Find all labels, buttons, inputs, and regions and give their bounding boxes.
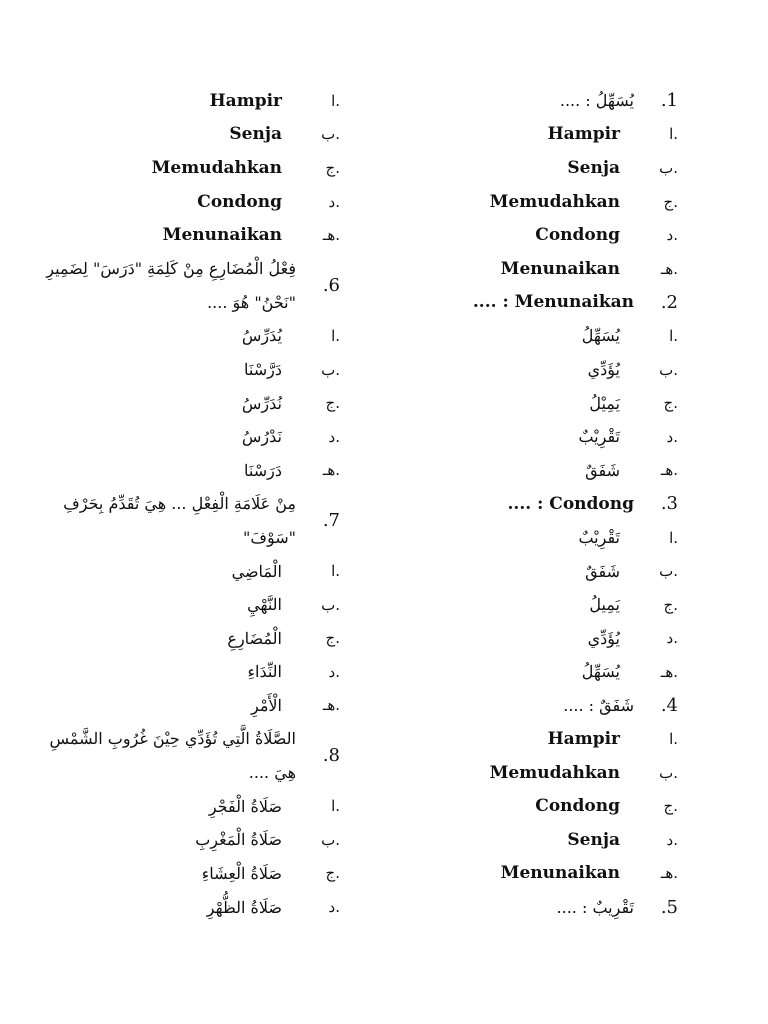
option-marker: .ب	[321, 830, 340, 849]
option-text: Menunaikan	[500, 258, 620, 279]
option-marker: .ج	[325, 864, 340, 883]
option-text: نَدْرُسُ	[241, 427, 282, 447]
option-marker: .هـ	[660, 662, 678, 681]
question-number: 2.	[660, 291, 678, 313]
option-row[interactable]	[40, 857, 340, 891]
option-text: الْمَاضِي	[231, 561, 282, 581]
question-number: 5.	[660, 896, 678, 918]
option-text: يُدَرِّسُ	[241, 326, 282, 346]
option-text: النِّدَاءِ	[247, 662, 282, 682]
option-row[interactable]	[378, 185, 678, 219]
option-row[interactable]	[378, 554, 678, 588]
option-row[interactable]	[378, 588, 678, 622]
option-row[interactable]	[378, 454, 678, 488]
option-row[interactable]	[40, 185, 340, 219]
option-marker: .د	[328, 662, 340, 681]
option-marker: .ا	[669, 528, 678, 547]
option-row[interactable]	[40, 789, 340, 823]
option-row[interactable]	[40, 622, 340, 656]
option-row[interactable]	[378, 823, 678, 857]
option-row[interactable]	[40, 218, 340, 252]
question-text: تَقْرِيبٌ : ....	[556, 897, 634, 917]
option-text: دَرَّسْنَا	[244, 360, 282, 380]
question-row	[378, 487, 678, 521]
option-marker: .ا	[669, 730, 678, 749]
option-row[interactable]	[40, 890, 340, 924]
question-text: فِعْلُ الْمُضَارِعِ مِنْ كَلِمَةِ "دَرَسَ" لِضَمِيرِ "نَحْنُ" هُوَ ....	[46, 258, 296, 312]
option-marker: .ب	[659, 158, 678, 177]
option-marker: .ج	[663, 394, 678, 413]
option-marker: .د	[328, 427, 340, 446]
option-marker: .هـ	[322, 696, 340, 715]
question-number: 1.	[660, 90, 678, 112]
question-text: مِنْ عَلَامَةِ الْفِعْلِ ... هِيَ تُقَدِّمُ بِحَرْفِ "سَوْفَ"	[63, 494, 296, 547]
option-text: Hampir	[547, 124, 620, 145]
option-marker: .ج	[663, 797, 678, 816]
option-text: Memudahkan	[489, 762, 620, 783]
option-row[interactable]	[40, 454, 340, 488]
option-marker: .ج	[325, 394, 340, 413]
question-row	[378, 286, 678, 320]
question-number: 3.	[660, 493, 678, 515]
option-text: تَقْرِيْبٌ	[578, 427, 620, 447]
option-marker: .ب	[659, 562, 678, 581]
question-text: Menunaikan : ....	[472, 292, 634, 313]
option-text: يُسَهِّلُ	[581, 662, 620, 682]
option-marker: .ج	[325, 629, 340, 648]
option-marker: .ا	[331, 562, 340, 581]
option-text: يُؤَدِّي	[587, 360, 620, 380]
option-row[interactable]	[378, 353, 678, 387]
option-marker: .د	[328, 192, 340, 211]
option-marker: .د	[666, 226, 678, 245]
option-marker: .د	[328, 898, 340, 917]
question-text: شَفَقٌ : ....	[563, 695, 634, 715]
option-marker: .ا	[669, 326, 678, 345]
option-text: Senja	[567, 829, 620, 850]
question-text: يُسَهِّلُ : ....	[559, 91, 634, 111]
option-text: نُدَرِّسُ	[241, 393, 282, 413]
option-text: صَلَاةُ الْفَجْرِ	[208, 796, 282, 816]
option-marker: .د	[666, 427, 678, 446]
option-row[interactable]	[378, 789, 678, 823]
option-row[interactable]	[378, 622, 678, 656]
option-marker: .د	[666, 830, 678, 849]
option-row[interactable]	[378, 722, 678, 756]
question-row	[40, 487, 340, 554]
option-row[interactable]	[378, 420, 678, 454]
option-marker: .ج	[325, 158, 340, 177]
option-row[interactable]	[40, 689, 340, 723]
option-text: Senja	[567, 157, 620, 178]
option-row[interactable]	[378, 756, 678, 790]
option-marker: .هـ	[660, 864, 678, 883]
option-marker: .هـ	[322, 461, 340, 480]
question-number: 7.	[322, 509, 340, 531]
option-row[interactable]	[40, 588, 340, 622]
right-column	[378, 84, 678, 924]
option-marker: .هـ	[660, 259, 678, 278]
option-text: Memudahkan	[489, 191, 620, 212]
option-text: يُؤَدِّي	[587, 628, 620, 648]
option-marker: .ا	[669, 125, 678, 144]
option-marker: .د	[666, 629, 678, 648]
option-row[interactable]	[378, 151, 678, 185]
question-row	[378, 890, 678, 924]
option-text: يَمِيْلُ	[589, 393, 620, 413]
option-text: صَلَاةُ الظُّهْرِ	[206, 897, 282, 917]
option-text: Senja	[229, 124, 282, 145]
option-text: الْمُضَارِعِ	[227, 628, 282, 648]
question-text: Condong : ....	[507, 493, 634, 514]
option-text: تَقْرِيْبٌ	[578, 528, 620, 548]
option-row[interactable]	[378, 857, 678, 891]
option-marker: .هـ	[660, 461, 678, 480]
option-text: صَلَاةُ الْمَغْرِبِ	[195, 830, 282, 850]
option-text: Condong	[535, 796, 620, 817]
option-text: يَمِيلُ	[589, 595, 620, 615]
option-row[interactable]	[40, 823, 340, 857]
option-marker: .ب	[659, 360, 678, 379]
option-text: Condong	[197, 191, 282, 212]
option-row[interactable]	[40, 655, 340, 689]
option-marker: .ب	[321, 595, 340, 614]
option-text: Hampir	[209, 90, 282, 111]
option-text: النَّهْيِ	[247, 595, 282, 615]
option-row[interactable]	[40, 420, 340, 454]
option-text: Memudahkan	[151, 157, 282, 178]
option-row[interactable]	[40, 319, 340, 353]
option-text: Hampir	[547, 729, 620, 750]
option-text: دَرَسْنَا	[244, 460, 282, 480]
option-marker: .ا	[331, 91, 340, 110]
option-row[interactable]	[40, 554, 340, 588]
option-text: Menunaikan	[500, 863, 620, 884]
option-marker: .هـ	[322, 226, 340, 245]
option-marker: .ج	[663, 595, 678, 614]
question-number: 8.	[322, 745, 340, 767]
option-marker: .ب	[321, 125, 340, 144]
left-column	[40, 84, 340, 924]
question-number: 4.	[660, 694, 678, 716]
option-row[interactable]	[378, 655, 678, 689]
question-text: الصَّلَاةُ الَّتِي تُؤَدِّي حِيْنَ غُرُوبِ الشَّمْسِ هِيَ ....	[49, 729, 296, 782]
option-row[interactable]	[40, 353, 340, 387]
option-text: صَلَاةُ الْعِشَاءِ	[201, 863, 282, 883]
option-row[interactable]	[378, 386, 678, 420]
option-marker: .ا	[331, 326, 340, 345]
option-row[interactable]	[378, 521, 678, 555]
option-row[interactable]	[378, 218, 678, 252]
option-marker: .ا	[331, 797, 340, 816]
option-row[interactable]	[378, 252, 678, 286]
option-marker: .ب	[321, 360, 340, 379]
option-text: يُسَهِّلُ	[581, 326, 620, 346]
question-row	[40, 722, 340, 789]
option-text: شَفَقٌ	[585, 460, 620, 480]
question-number: 6.	[322, 274, 340, 296]
option-text: Condong	[535, 225, 620, 246]
question-row	[378, 84, 678, 118]
option-text: شَفَقٌ	[585, 561, 620, 581]
option-row[interactable]	[40, 84, 340, 118]
option-row[interactable]	[378, 319, 678, 353]
option-text: Menunaikan	[162, 225, 282, 246]
option-row[interactable]	[378, 118, 678, 152]
option-row[interactable]	[40, 118, 340, 152]
question-row	[40, 252, 340, 319]
option-text: الْأَمْرِ	[251, 695, 282, 715]
question-row	[378, 689, 678, 723]
option-marker: .ب	[659, 763, 678, 782]
option-row[interactable]	[40, 386, 340, 420]
option-row[interactable]	[40, 151, 340, 185]
option-marker: .ج	[663, 192, 678, 211]
